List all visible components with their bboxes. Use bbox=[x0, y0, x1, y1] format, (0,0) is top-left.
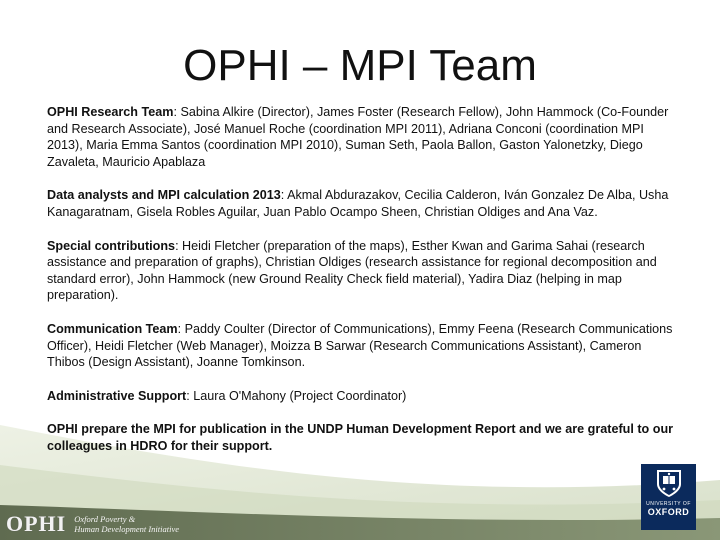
ophi-logo bbox=[6, 510, 179, 538]
data-analysts-label: Data analysts and MPI calculation 2013 bbox=[47, 188, 281, 203]
data-analysts-text-continued: Kanagaratnam, Gisela Robles Aguilar, Juan Pablo Ocampo Sheen, Christian Oldiges and Ana Vaz. bbox=[47, 204, 598, 219]
research-team-paragraph bbox=[47, 104, 682, 170]
oxford-university-logo bbox=[641, 464, 696, 530]
administrative-support-paragraph bbox=[47, 388, 682, 405]
oxford-logo-name: OXFORD bbox=[647, 507, 690, 517]
ophi-logo-subtitle-line1: Oxford Poverty & bbox=[74, 514, 136, 524]
communication-team-label: Communication Team bbox=[47, 321, 178, 336]
administrative-support-label: Administrative Support bbox=[47, 388, 187, 403]
special-contributions-text: : Heidi Fletcher (preparation of the maps), Esther Kwan and Garima Sahai (research assistance and preparation of graphs), Christian Oldiges (research assistance for regional decomposition and standard error), John Hammock (new Ground Reality Check field material), Yadira Diaz (helping in map preparation). bbox=[47, 238, 657, 303]
communication-team-paragraph bbox=[47, 321, 682, 371]
oxford-logo-small-text: UNIVERSITY OF bbox=[646, 501, 691, 507]
slide-title: OPHI – MPI Team bbox=[183, 41, 537, 90]
research-team-text: : Sabina Alkire (Director), James Foster (Research Fellow), John Hammock (Co-Founder and Research Associate), José Manuel Roche (coordination MPI 2011), Adriana Conconi (coordination MPI 2013), Maria Emma Santos (coordination MPI 2010), Suman Seth, Paola Ballon, Gaston Yalonetzky, Diego Zavaleta, Mauricio Apablaza bbox=[47, 105, 669, 169]
slide-body bbox=[47, 104, 682, 455]
data-analysts-paragraph bbox=[47, 187, 682, 220]
administrative-support-text: : Laura O'Mahony (Project Coordinator) bbox=[186, 388, 407, 403]
data-analysts-text: : Akmal Abdurazakov, Cecilia Calderon, Iván Gonzalez De Alba, Usha bbox=[280, 188, 669, 203]
oxford-crest-icon bbox=[655, 468, 683, 498]
ophi-logo-word: OPHI bbox=[6, 511, 67, 536]
ophi-logo-subtitle bbox=[74, 514, 179, 534]
communication-team-text: : Paddy Coulter (Director of Communications), Emmy Feena (Research Communications Officer), Heidi Fletcher (Web Manager), Moizza B Sarwar (Research Communications Assistant), Cameron Thibos (Design Assistant), Joanne Tomkinson. bbox=[47, 321, 673, 370]
special-contributions-label: Special contributions bbox=[47, 238, 176, 253]
research-team-label: OPHI Research Team bbox=[47, 105, 174, 119]
ophi-logo-subtitle-line2: Human Development Initiative bbox=[74, 524, 180, 534]
closing-statement: OPHI prepare the MPI for publication in the UNDP Human Development Report and we are grateful to our colleagues in HDRO for their support. bbox=[47, 422, 674, 453]
special-contributions-paragraph bbox=[47, 238, 682, 304]
